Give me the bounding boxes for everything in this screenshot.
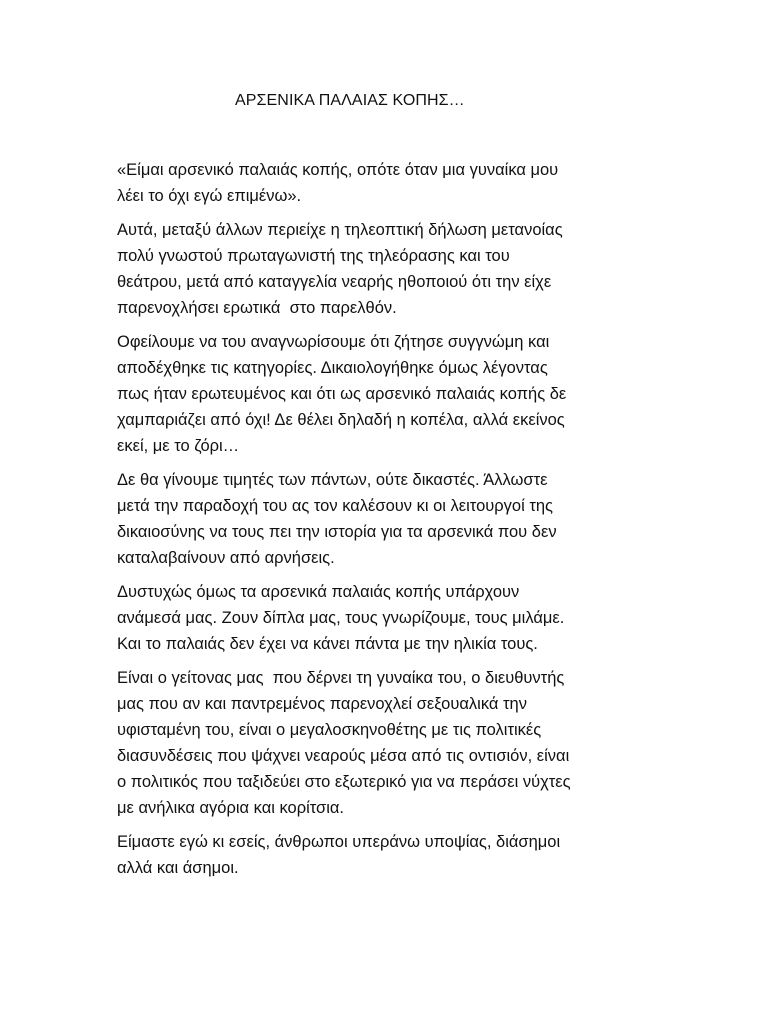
- text-line: λέει το όχι εγώ επιμένω».: [117, 187, 302, 205]
- document-body: [117, 157, 657, 889]
- text-line: αλλά και άσημοι.: [117, 859, 239, 877]
- text-line: μας που αν και παντρεμένος παρενοχλεί σεξουαλικά την: [117, 695, 527, 713]
- text-line: εκεί, με το ζόρι…: [117, 437, 240, 455]
- text-line: χαμπαριάζει από όχι! Δε θέλει δηλαδή η κοπέλα, αλλά εκείνος: [117, 411, 565, 429]
- paragraph: [117, 467, 657, 571]
- text-line: πως ήταν ερωτευμένος και ότι ως αρσενικό παλαιάς κοπής δε: [117, 385, 567, 403]
- text-line: Δυστυχώς όμως τα αρσενικά παλαιάς κοπής υπάρχουν: [117, 583, 520, 601]
- text-line: διασυνδέσεις που ψάχνει νεαρούς μέσα από τις οντισιόν, είναι: [117, 747, 570, 765]
- paragraph: [117, 157, 657, 209]
- text-line: Είναι ο γείτονας μας που δέρνει τη γυναίκα του, ο διευθυντής: [117, 669, 565, 687]
- text-line: Αυτά, μεταξύ άλλων περιείχε η τηλεοπτική δήλωση μετανοίας: [117, 221, 563, 239]
- text-line: υφισταμένη του, είναι ο μεγαλοσκηνοθέτης με τις πολιτικές: [117, 721, 542, 739]
- text-line: παρενοχλήσει ερωτικά στο παρελθόν.: [117, 299, 397, 317]
- text-line: πολύ γνωστού πρωταγωνιστή της τηλεόρασης και του: [117, 247, 510, 265]
- text-line: δικαιοσύνης να τους πει την ιστορία για τα αρσενικά που δεν: [117, 523, 557, 541]
- text-line: Και το παλαιάς δεν έχει να κάνει πάντα με την ηλικία τους.: [117, 635, 538, 653]
- text-line: Οφείλουμε να του αναγνωρίσουμε ότι ζήτησε συγγνώμη και: [117, 333, 550, 351]
- text-line: καταλαβαίνουν από αρνήσεις.: [117, 549, 335, 567]
- paragraph: [117, 829, 657, 881]
- text-line: αποδέχθηκε τις κατηγορίες. Δικαιολογήθηκε όμως λέγοντας: [117, 359, 548, 377]
- text-line: με ανήλικα αγόρια και κορίτσια.: [117, 799, 345, 817]
- text-line: Δε θα γίνουμε τιμητές των πάντων, ούτε δικαστές. Άλλωστε: [117, 471, 548, 489]
- paragraph: [117, 579, 657, 657]
- text-line: Είμαστε εγώ κι εσείς, άνθρωποι υπεράνω υποψίας, διάσημοι: [117, 833, 561, 851]
- paragraph: [117, 217, 657, 321]
- text-line: ανάμεσά μας. Ζουν δίπλα μας, τους γνωρίζουμε, τους μιλάμε.: [117, 609, 565, 627]
- text-line: θεάτρου, μετά από καταγγελία νεαρής ηθοποιού ότι την είχε: [117, 273, 552, 291]
- paragraph: [117, 665, 657, 821]
- text-line: μετά την παραδοχή του ας τον καλέσουν κι οι λειτουργοί της: [117, 497, 553, 515]
- text-line: ο πολιτικός που ταξιδεύει στο εξωτερικό για να περάσει νύχτες: [117, 773, 571, 791]
- document-title: ΑΡΣΕΝΙΚΑ ΠΑΛΑΙΑΣ ΚΟΠΗΣ…: [235, 92, 465, 109]
- paragraph: [117, 329, 657, 459]
- text-line: «Είμαι αρσενικό παλαιάς κοπής, οπότε όταν μια γυναίκα μου: [117, 161, 559, 179]
